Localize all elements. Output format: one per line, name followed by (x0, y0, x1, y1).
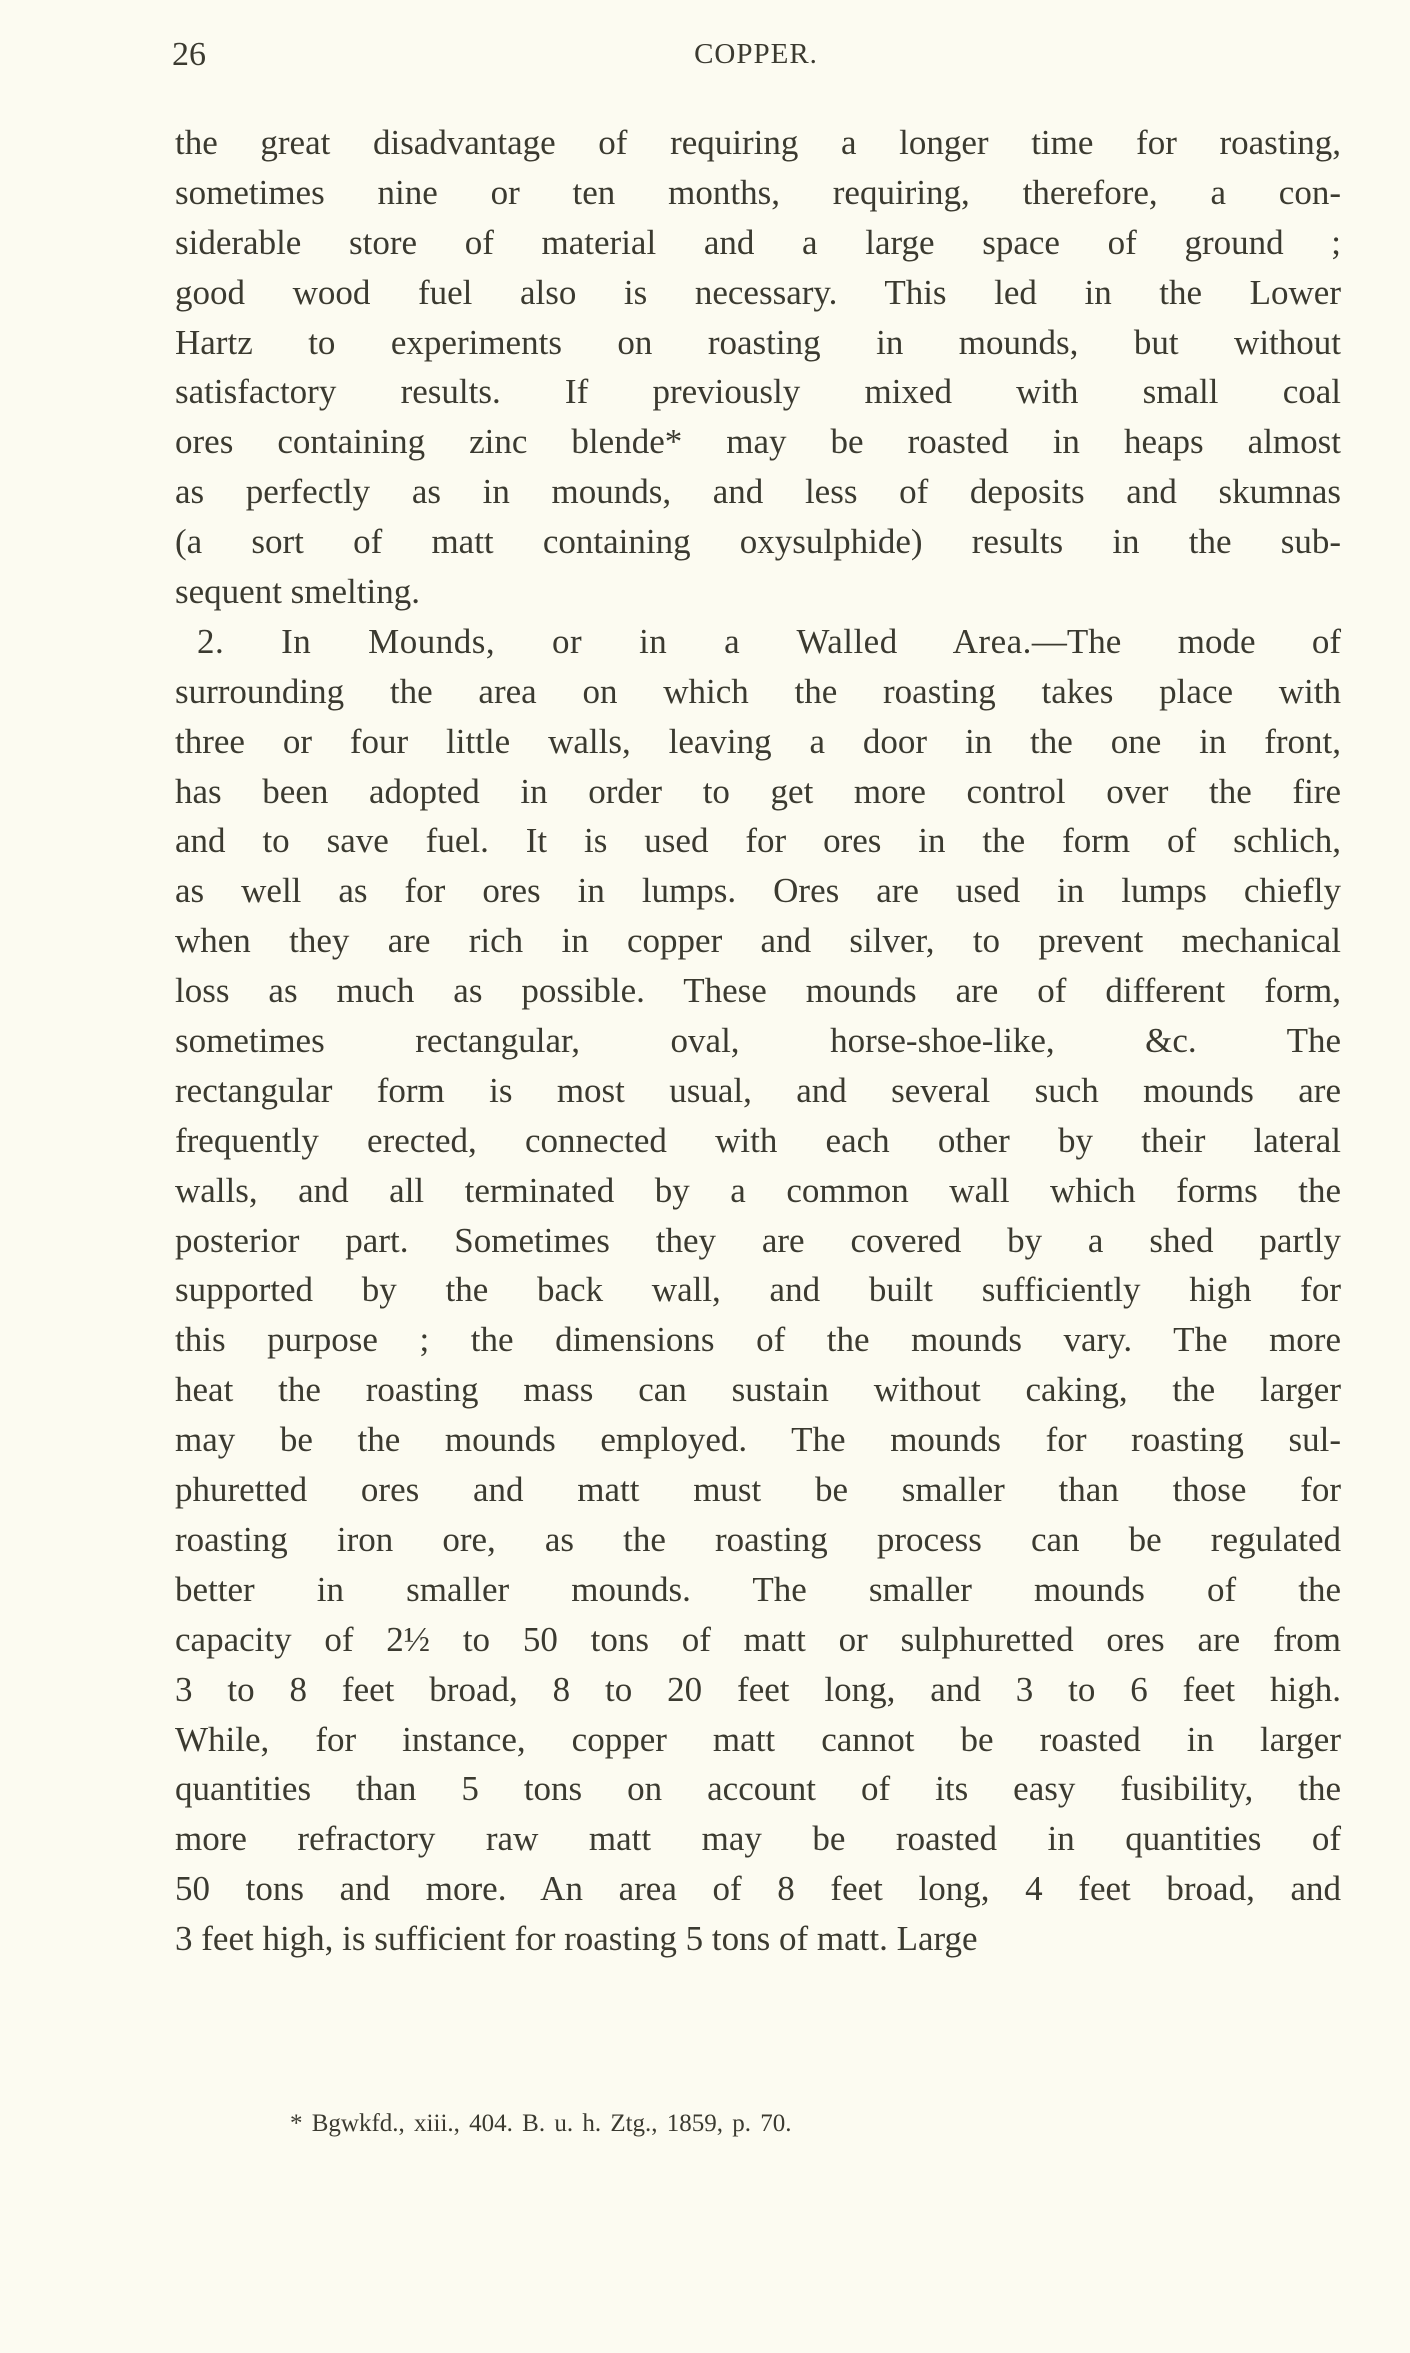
text-line: quantities than 5 tons on account of its easy fusibility, the (175, 1769, 1341, 1809)
text-line: sometimes rectangular, oval, horse-shoe-like, &c. The (175, 1021, 1341, 1061)
text-line: Hartz to experiments on roasting in mounds, but without (175, 322, 1341, 362)
text-line: (a sort of matt containing oxysulphide) results in the sub- (175, 522, 1341, 562)
text-line: the great disadvantage of requiring a longer time for roasting, (175, 123, 1341, 162)
text-line: and to save fuel. It is used for ores in the form of schlich, (175, 821, 1341, 861)
text-line: when they are rich in copper and silver, to prevent mechanical (175, 921, 1341, 961)
section-heading: 2. In Mounds, or in a Walled Area. (197, 621, 1032, 661)
text-line: While, for instance, copper matt cannot be roasted in larger (175, 1719, 1341, 1759)
text-line: frequently erected, connected with each other by their lateral (175, 1120, 1341, 1160)
text-line: three or four little walls, leaving a door in the one in front, (175, 721, 1341, 761)
text-line: as perfectly as in mounds, and less of deposits and skumnas (175, 472, 1341, 512)
text-line: loss as much as possible. These mounds are of different form, (175, 971, 1341, 1011)
footnote: * Bgwkfd., xiii., 404. B. u. h. Ztg., 1859, p. 70. (290, 2110, 792, 2137)
text-line: siderable store of material and a large space of ground ; (175, 222, 1341, 262)
text-line (175, 617, 1341, 667)
text-line: roasting iron ore, as the roasting process can be regulated (175, 1519, 1341, 1559)
text-line: walls, and all terminated by a common wall which forms the (175, 1170, 1341, 1210)
text-line: good wood fuel also is necessary. This led in the Lower (175, 272, 1341, 312)
page-body (175, 118, 1341, 1964)
text-line: more refractory raw matt may be roasted in quantities of (175, 1819, 1341, 1859)
text-line: supported by the back wall, and built sufficiently high for (175, 1270, 1341, 1310)
running-head: COPPER. (694, 38, 818, 70)
text-line: capacity of 2½ to 50 tons of matt or sulphuretted ores are from (175, 1619, 1341, 1659)
text-line: satisfactory results. If previously mixed with small coal (175, 372, 1341, 412)
text-line: sequent smelting. (175, 572, 420, 612)
text-line: 3 feet high, is sufficient for roasting 5 tons of matt. Large (175, 1919, 978, 1959)
text-line: phuretted ores and matt must be smaller than those for (175, 1470, 1341, 1510)
text-line: surrounding the area on which the roasting takes place with (175, 671, 1341, 711)
text-line: 50 tons and more. An area of 8 feet long, 4 feet broad, and (175, 1869, 1341, 1909)
page-number: 26 (172, 36, 206, 73)
text-line: ores containing zinc blende* may be roasted in heaps almost (175, 422, 1341, 462)
text-line: posterior part. Sometimes they are covered by a shed partly (175, 1220, 1341, 1260)
page-header (172, 36, 1340, 86)
text-line: 3 to 8 feet broad, 8 to 20 feet long, and 3 to 6 feet high. (175, 1669, 1341, 1709)
text-line: has been adopted in order to get more control over the fire (175, 771, 1341, 811)
text-line: rectangular form is most usual, and several such mounds are (175, 1070, 1341, 1110)
text-line: better in smaller mounds. The smaller mounds of the (175, 1569, 1341, 1609)
text-line: sometimes nine or ten months, requiring, therefore, a con- (175, 172, 1341, 212)
text-line: may be the mounds employed. The mounds for roasting sul- (175, 1420, 1341, 1460)
text-line: heat the roasting mass can sustain without caking, the larger (175, 1370, 1341, 1410)
text-line: this purpose ; the dimensions of the mounds vary. The more (175, 1320, 1341, 1360)
text-line: as well as for ores in lumps. Ores are used in lumps chiefly (175, 871, 1341, 911)
line-text: —The mode of (1031, 621, 1342, 661)
